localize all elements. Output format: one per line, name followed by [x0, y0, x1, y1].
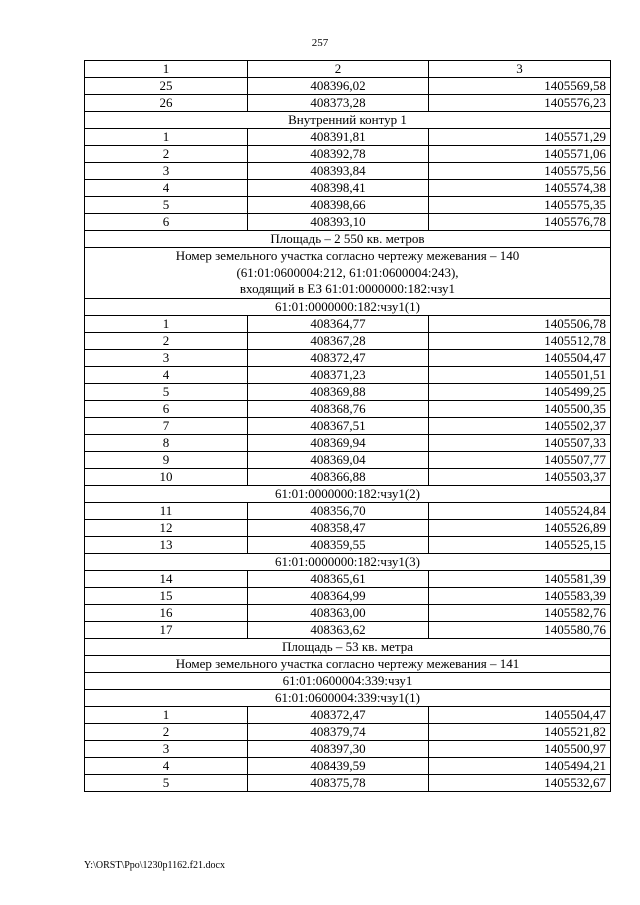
x-coordinate-cell: 408439,59 [248, 757, 429, 774]
x-coordinate-cell: 408375,78 [248, 774, 429, 791]
table-row [85, 740, 611, 757]
table-row [85, 163, 611, 180]
table-row [85, 757, 611, 774]
table-row [85, 417, 611, 434]
table-row [85, 315, 611, 332]
table-row [85, 536, 611, 553]
section-row [85, 298, 611, 315]
table-row [85, 451, 611, 468]
x-coordinate-cell: 408364,77 [248, 315, 429, 332]
table-row [85, 400, 611, 417]
section-row [85, 112, 611, 129]
point-number-cell: 8 [85, 434, 248, 451]
point-number-cell: 1 [85, 129, 248, 146]
point-number-cell: 16 [85, 604, 248, 621]
x-coordinate-cell: 408368,76 [248, 400, 429, 417]
x-coordinate-cell: 408372,47 [248, 706, 429, 723]
y-coordinate-cell: 1405499,25 [429, 383, 611, 400]
x-coordinate-cell: 408379,74 [248, 723, 429, 740]
table-row [85, 723, 611, 740]
point-number-cell: 13 [85, 536, 248, 553]
table-row [85, 332, 611, 349]
y-coordinate-cell: 1405576,78 [429, 214, 611, 231]
x-coordinate-cell: 408396,02 [248, 78, 429, 95]
y-coordinate-cell: 1405503,37 [429, 468, 611, 485]
point-number-cell: 6 [85, 214, 248, 231]
point-number-cell: 4 [85, 757, 248, 774]
table-row [85, 180, 611, 197]
section-heading: 61:01:0600004:339:чзу1 [85, 672, 611, 689]
table-row [85, 621, 611, 638]
section-row [85, 689, 611, 706]
x-coordinate-cell: 408397,30 [248, 740, 429, 757]
x-coordinate-cell: 408369,04 [248, 451, 429, 468]
y-coordinate-cell: 1405500,97 [429, 740, 611, 757]
table-row [85, 502, 611, 519]
x-coordinate-cell: 408393,84 [248, 163, 429, 180]
section-row [85, 231, 611, 248]
column-header-y: 3 [429, 61, 611, 78]
table-row [85, 366, 611, 383]
table-row [85, 587, 611, 604]
column-header-number: 1 [85, 61, 248, 78]
point-number-cell: 12 [85, 519, 248, 536]
point-number-cell: 14 [85, 570, 248, 587]
table-row [85, 197, 611, 214]
table-row [85, 774, 611, 791]
section-heading: Номер земельного участка согласно чертежу межевания – 141 [85, 655, 611, 672]
table-body [85, 78, 611, 792]
section-row [85, 638, 611, 655]
x-coordinate-cell: 408393,10 [248, 214, 429, 231]
y-coordinate-cell: 1405501,51 [429, 366, 611, 383]
x-coordinate-cell: 408398,66 [248, 197, 429, 214]
y-coordinate-cell: 1405575,56 [429, 163, 611, 180]
table-row [85, 78, 611, 95]
table-row [85, 129, 611, 146]
point-number-cell: 2 [85, 332, 248, 349]
y-coordinate-cell: 1405502,37 [429, 417, 611, 434]
y-coordinate-cell: 1405575,35 [429, 197, 611, 214]
point-number-cell: 26 [85, 95, 248, 112]
point-number-cell: 1 [85, 315, 248, 332]
y-coordinate-cell: 1405571,06 [429, 146, 611, 163]
point-number-cell: 25 [85, 78, 248, 95]
y-coordinate-cell: 1405525,15 [429, 536, 611, 553]
point-number-cell: 5 [85, 774, 248, 791]
table-row [85, 383, 611, 400]
x-coordinate-cell: 408363,62 [248, 621, 429, 638]
x-coordinate-cell: 408366,88 [248, 468, 429, 485]
x-coordinate-cell: 408373,28 [248, 95, 429, 112]
y-coordinate-cell: 1405526,89 [429, 519, 611, 536]
section-row [85, 553, 611, 570]
table-row [85, 146, 611, 163]
section-heading: Внутренний контур 1 [85, 112, 611, 129]
x-coordinate-cell: 408367,28 [248, 332, 429, 349]
point-number-cell: 2 [85, 146, 248, 163]
y-coordinate-cell: 1405504,47 [429, 349, 611, 366]
x-coordinate-cell: 408365,61 [248, 570, 429, 587]
y-coordinate-cell: 1405580,76 [429, 621, 611, 638]
point-number-cell: 4 [85, 366, 248, 383]
table-row [85, 604, 611, 621]
y-coordinate-cell: 1405569,58 [429, 78, 611, 95]
table-row [85, 706, 611, 723]
point-number-cell: 3 [85, 163, 248, 180]
y-coordinate-cell: 1405574,38 [429, 180, 611, 197]
x-coordinate-cell: 408363,00 [248, 604, 429, 621]
table-row [85, 214, 611, 231]
section-row [85, 485, 611, 502]
section-heading [85, 248, 611, 299]
y-coordinate-cell: 1405524,84 [429, 502, 611, 519]
x-coordinate-cell: 408369,94 [248, 434, 429, 451]
table-row [85, 468, 611, 485]
section-heading: 61:01:0600004:339:чзу1(1) [85, 689, 611, 706]
y-coordinate-cell: 1405507,33 [429, 434, 611, 451]
x-coordinate-cell: 408356,70 [248, 502, 429, 519]
point-number-cell: 1 [85, 706, 248, 723]
y-coordinate-cell: 1405532,67 [429, 774, 611, 791]
footer-file-path: Y:\ORST\Ppo\1230p1162.f21.docx [84, 860, 225, 871]
section-heading: 61:01:0000000:182:чзу1(2) [85, 485, 611, 502]
y-coordinate-cell: 1405582,76 [429, 604, 611, 621]
section-heading-line: Номер земельного участка согласно чертежу межевания – 140 [175, 248, 520, 263]
section-row [85, 655, 611, 672]
x-coordinate-cell: 408398,41 [248, 180, 429, 197]
x-coordinate-cell: 408369,88 [248, 383, 429, 400]
y-coordinate-cell: 1405494,21 [429, 757, 611, 774]
point-number-cell: 4 [85, 180, 248, 197]
x-coordinate-cell: 408364,99 [248, 587, 429, 604]
point-number-cell: 11 [85, 502, 248, 519]
section-heading: 61:01:0000000:182:чзу1(3) [85, 553, 611, 570]
table-row [85, 349, 611, 366]
page-number: 257 [311, 37, 329, 49]
table-row [85, 95, 611, 112]
point-number-cell: 17 [85, 621, 248, 638]
x-coordinate-cell: 408371,23 [248, 366, 429, 383]
section-heading: Площадь – 2 550 кв. метров [85, 231, 611, 248]
point-number-cell: 9 [85, 451, 248, 468]
y-coordinate-cell: 1405507,77 [429, 451, 611, 468]
x-coordinate-cell: 408367,51 [248, 417, 429, 434]
section-heading-line: (61:01:0600004:212, 61:01:0600004:243), [236, 264, 459, 280]
point-number-cell: 3 [85, 740, 248, 757]
point-number-cell: 2 [85, 723, 248, 740]
y-coordinate-cell: 1405512,78 [429, 332, 611, 349]
section-heading: 61:01:0000000:182:чзу1(1) [85, 298, 611, 315]
point-number-cell: 3 [85, 349, 248, 366]
coordinates-table [84, 60, 611, 792]
y-coordinate-cell: 1405506,78 [429, 315, 611, 332]
x-coordinate-cell: 408392,78 [248, 146, 429, 163]
section-heading-line: входящий в ЕЗ 61:01:0000000:182:чзу1 [239, 281, 456, 296]
point-number-cell: 15 [85, 587, 248, 604]
table-row [85, 434, 611, 451]
section-heading: Площадь – 53 кв. метра [85, 638, 611, 655]
point-number-cell: 7 [85, 417, 248, 434]
x-coordinate-cell: 408359,55 [248, 536, 429, 553]
section-row [85, 248, 611, 299]
point-number-cell: 6 [85, 400, 248, 417]
table-row [85, 570, 611, 587]
y-coordinate-cell: 1405521,82 [429, 723, 611, 740]
x-coordinate-cell: 408391,81 [248, 129, 429, 146]
point-number-cell: 5 [85, 383, 248, 400]
x-coordinate-cell: 408372,47 [248, 349, 429, 366]
y-coordinate-cell: 1405500,35 [429, 400, 611, 417]
section-row [85, 672, 611, 689]
column-header-x: 2 [248, 61, 429, 78]
y-coordinate-cell: 1405581,39 [429, 570, 611, 587]
y-coordinate-cell: 1405576,23 [429, 95, 611, 112]
x-coordinate-cell: 408358,47 [248, 519, 429, 536]
table-row [85, 519, 611, 536]
table-header-row [85, 61, 611, 78]
y-coordinate-cell: 1405571,29 [429, 129, 611, 146]
point-number-cell: 10 [85, 468, 248, 485]
y-coordinate-cell: 1405504,47 [429, 706, 611, 723]
point-number-cell: 5 [85, 197, 248, 214]
y-coordinate-cell: 1405583,39 [429, 587, 611, 604]
